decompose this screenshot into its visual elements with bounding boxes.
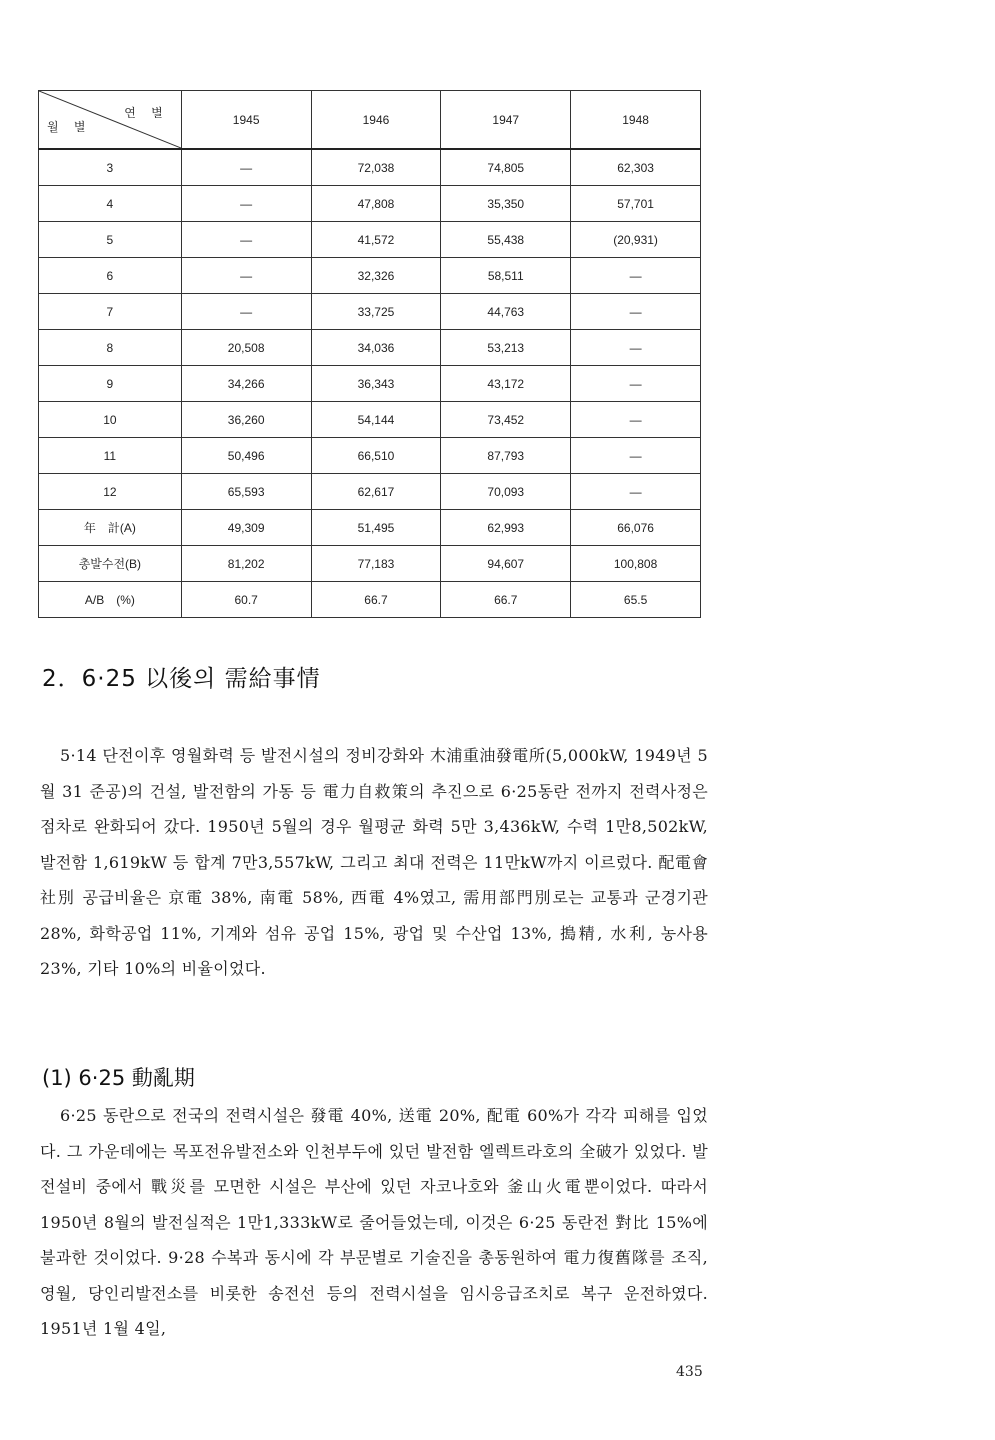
row-label: 6: [39, 258, 182, 294]
table-cell: 44,763: [441, 294, 571, 330]
table-cell: —: [571, 474, 701, 510]
table-cell: 73,452: [441, 402, 571, 438]
table-row: [39, 438, 701, 474]
table-row-total-supply: [39, 546, 701, 582]
row-label: 12: [39, 474, 182, 510]
table-cell: —: [181, 222, 311, 258]
table-cell: 50,496: [181, 438, 311, 474]
table-cell: 66,510: [311, 438, 441, 474]
table-cell: 62,993: [441, 510, 571, 546]
table-row: [39, 222, 701, 258]
row-label: 5: [39, 222, 182, 258]
table-cell: 47,808: [311, 186, 441, 222]
year-header: 1948: [571, 91, 701, 150]
table-cell: —: [181, 186, 311, 222]
year-header: 1945: [181, 91, 311, 150]
table-cell: 20,508: [181, 330, 311, 366]
table-cell: 74,805: [441, 149, 571, 186]
table-cell: 87,793: [441, 438, 571, 474]
table-row: [39, 330, 701, 366]
table-cell: 81,202: [181, 546, 311, 582]
table-cell: 43,172: [441, 366, 571, 402]
table-cell: 100,808: [571, 546, 701, 582]
table-cell: —: [571, 366, 701, 402]
table-cell: 36,343: [311, 366, 441, 402]
table-row: [39, 149, 701, 186]
table-cell: —: [571, 294, 701, 330]
table-cell: —: [571, 402, 701, 438]
table-row-annual-total: [39, 510, 701, 546]
table-cell: —: [181, 258, 311, 294]
table-cell: 70,093: [441, 474, 571, 510]
table-cell: 65.5: [571, 582, 701, 618]
table-row: [39, 294, 701, 330]
monthly-power-table: [38, 90, 701, 618]
table-cell: —: [181, 294, 311, 330]
table-cell: 49,309: [181, 510, 311, 546]
row-label: 9: [39, 366, 182, 402]
table-row: [39, 402, 701, 438]
table-cell: (20,931): [571, 222, 701, 258]
section-heading: 2．6·25 以後의 需給事情: [42, 666, 321, 692]
table-cell: 66.7: [311, 582, 441, 618]
year-header: 1946: [311, 91, 441, 150]
table-cell: 33,725: [311, 294, 441, 330]
row-label: 3: [39, 149, 182, 186]
table-cell: 62,303: [571, 149, 701, 186]
table-corner-cell: [39, 91, 182, 150]
table-cell: 65,593: [181, 474, 311, 510]
table-row: [39, 258, 701, 294]
table-cell: 66,076: [571, 510, 701, 546]
row-label: A/B (%): [39, 582, 182, 618]
table-cell: —: [571, 438, 701, 474]
table-row: [39, 186, 701, 222]
row-label: 4: [39, 186, 182, 222]
table-cell: 58,511: [441, 258, 571, 294]
corner-month-label: 월 별: [47, 120, 92, 134]
table-cell: 60.7: [181, 582, 311, 618]
table-header-row: [39, 91, 701, 150]
table-cell: 55,438: [441, 222, 571, 258]
table-cell: 34,036: [311, 330, 441, 366]
table-cell: 34,266: [181, 366, 311, 402]
table-row-ratio: [39, 582, 701, 618]
table-cell: 41,572: [311, 222, 441, 258]
row-label: 10: [39, 402, 182, 438]
row-label: 11: [39, 438, 182, 474]
subsection-heading: (1) 6·25 動亂期: [42, 1066, 195, 1090]
table-cell: 77,183: [311, 546, 441, 582]
table-cell: —: [571, 258, 701, 294]
table-cell: 62,617: [311, 474, 441, 510]
table-cell: 72,038: [311, 149, 441, 186]
section-paragraph: 5·14 단전이후 영월화력 등 발전시설의 정비강화와 木浦重油發電所(5,000kW, 1949년 5월 31 준공)의 건설, 발전함의 가동 등 電力自救策의 추진으로 6·25동란 전까지 전력사정은 점차로 완화되어 갔다. 1950년 5월의 경우 월평균 화력 5만 3,436kW, 수력 1만8,502kW, 발전함 1,619kW 등 합계 7만3,557kW, 그리고 최대 전력은 11만kW까지 이르렀다. 配電會社別 공급비율은 京電 38%, 南電 58%, 西電 4%였고, 需用部門別로는 교통과 군경기관 28%, 화학공업 11%, 기계와 섬유 공업 15%, 광업 및 수산업 13%, 搗精, 水利, 농사용 23%, 기타 10%의 비율이었다.: [40, 746, 708, 978]
table-cell: 53,213: [441, 330, 571, 366]
row-label: 7: [39, 294, 182, 330]
row-label: 年 計(A): [39, 510, 182, 546]
table-cell: 51,495: [311, 510, 441, 546]
table-cell: 57,701: [571, 186, 701, 222]
corner-year-label: 연 별: [124, 106, 169, 120]
row-label: 총발수전(B): [39, 546, 182, 582]
table-cell: 54,144: [311, 402, 441, 438]
table-cell: 36,260: [181, 402, 311, 438]
subsection-paragraph: 6·25 동란으로 전국의 전력시설은 發電 40%, 送電 20%, 配電 60%가 각각 피해를 입었다. 그 가운데에는 목포전유발전소와 인천부두에 있던 발전함 엘렉트라호의 全破가 있었다. 발전설비 중에서 戰災를 모면한 시설은 부산에 있던 자코나호와 釜山火電뿐이었다. 따라서 1950년 8월의 발전실적은 1만1,333kW로 줄어들었는데, 이것은 6·25 동란전 對比 15%에 불과한 것이었다. 9·28 수복과 동시에 각 부문별로 기술진을 총동원하여 電力復舊隊를 조직, 영월, 당인리발전소를 비롯한 송전선 등의 전력시설을 임시응급조치로 복구 운전하였다. 1951년 1월 4일,: [40, 1106, 708, 1338]
year-header: 1947: [441, 91, 571, 150]
table-cell: 94,607: [441, 546, 571, 582]
table-cell: 66.7: [441, 582, 571, 618]
table-cell: —: [181, 149, 311, 186]
table-cell: 32,326: [311, 258, 441, 294]
page-number: 435: [676, 1364, 703, 1380]
table-row: [39, 366, 701, 402]
table-row: [39, 474, 701, 510]
table-cell: —: [571, 330, 701, 366]
table-cell: 35,350: [441, 186, 571, 222]
row-label: 8: [39, 330, 182, 366]
